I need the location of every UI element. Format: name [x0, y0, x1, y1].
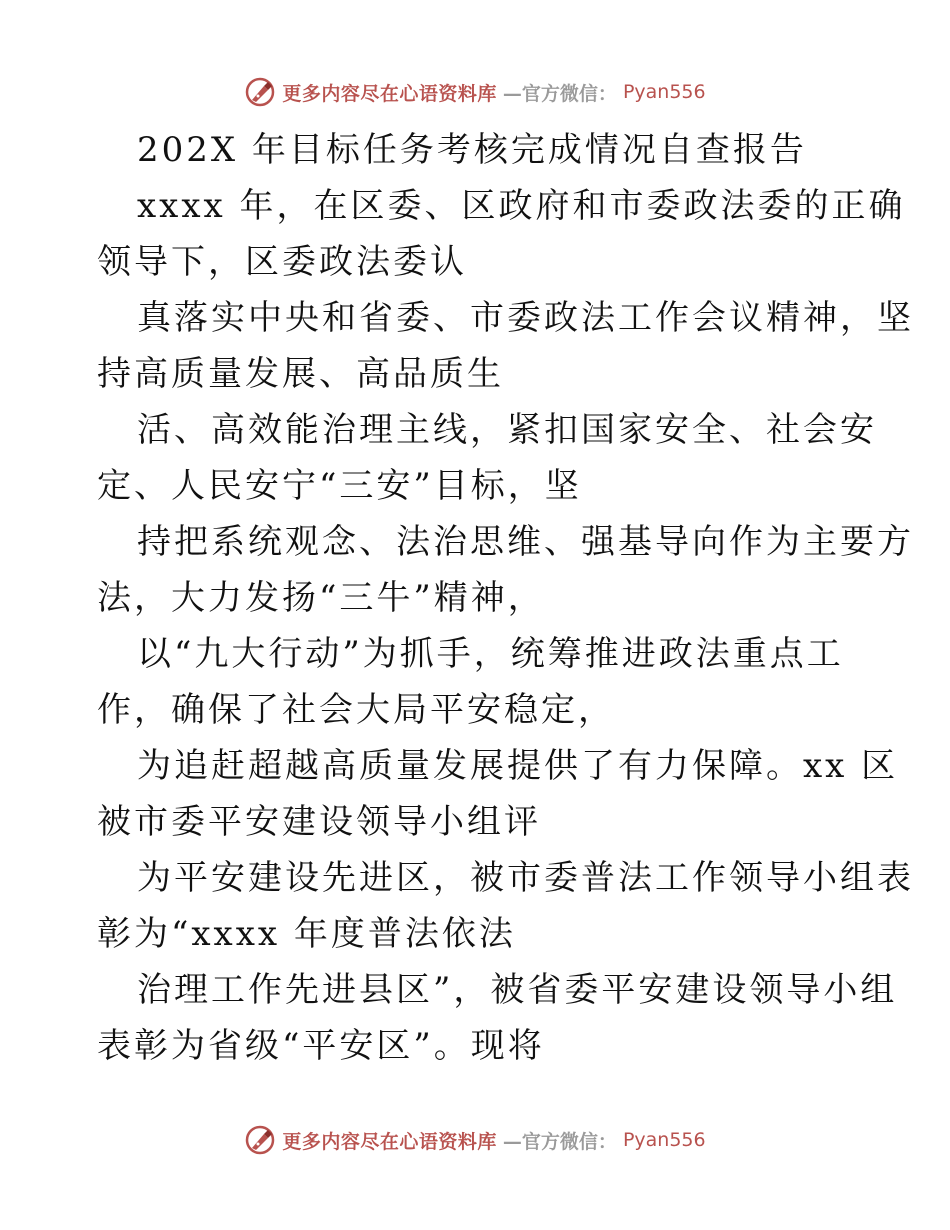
- body-line: 活、高效能治理主线，紧扣国家安全、社会安: [137, 410, 877, 450]
- watermark-wechat-label: —官方微信：: [502, 82, 617, 105]
- body-line: 真落实中央和省委、市委政法工作会议精神，坚: [137, 298, 914, 338]
- document-body: [97, 122, 914, 1074]
- watermark-wechat-label: —官方微信：: [502, 1130, 617, 1153]
- body-line: 以“九大行动”为抓手，统筹推进政法重点工: [137, 634, 844, 674]
- body-line: xxxx 年，在区委、区政府和市委政法委的正确: [137, 186, 906, 226]
- body-line: 持高质量发展、高品质生: [97, 354, 504, 394]
- document-title: 202X 年目标任务考核完成情况自查报告: [137, 130, 807, 170]
- watermark-handle: Pyan556: [622, 81, 706, 103]
- pen-nib-logo-icon: [244, 1124, 276, 1156]
- body-line: 为平安建设先进区，被市委普法工作领导小组表: [137, 858, 914, 898]
- body-line: 领导下，区委政法委认: [97, 242, 467, 282]
- watermark-handle: Pyan556: [622, 1129, 706, 1151]
- watermark-slogan: 更多内容尽在心语资料库: [282, 1130, 497, 1153]
- body-line: 治理工作先进县区”，被省委平安建设领导小组: [137, 970, 898, 1010]
- footer-watermark: [0, 1120, 950, 1160]
- watermark-slogan: 更多内容尽在心语资料库: [282, 82, 497, 105]
- document-paragraphs: [97, 178, 914, 1074]
- body-line: 被市委平安建设领导小组评: [97, 802, 541, 842]
- body-line: 定、人民安宁“三安”目标，坚: [97, 466, 582, 506]
- body-line: 法，大力发扬“三牛”精神，: [97, 578, 545, 618]
- header-watermark: [0, 72, 950, 112]
- body-line: 持把系统观念、法治思维、强基导向作为主要方: [137, 522, 914, 562]
- pen-nib-logo-icon: [244, 76, 276, 108]
- body-line: 彰为“xxxx 年度普法依法: [97, 914, 516, 954]
- body-line: 表彰为省级“平安区”。现将: [97, 1026, 545, 1066]
- body-line: 为追赶超越高质量发展提供了有力保障。xx 区: [137, 746, 899, 786]
- body-line: 作，确保了社会大局平安稳定，: [97, 690, 615, 730]
